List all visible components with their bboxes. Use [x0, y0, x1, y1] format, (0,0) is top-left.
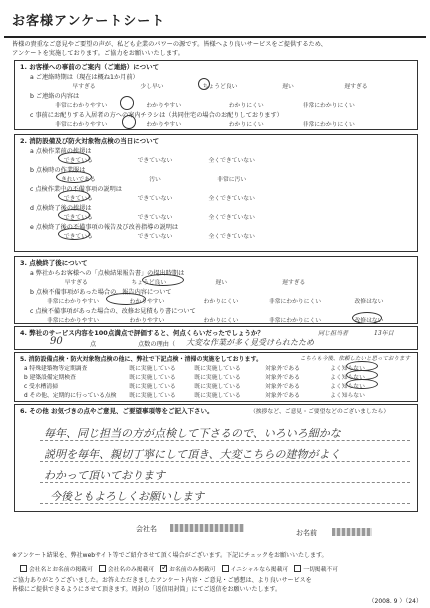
option[interactable]: よく知らない: [330, 384, 365, 390]
checkbox[interactable]: [99, 565, 106, 572]
option[interactable]: 非常にわかりやすい: [55, 103, 108, 109]
score-label: 点: [90, 341, 97, 348]
intro-text: [12, 40, 422, 58]
section-6-title: 6. その他 お気づきの点やご意見、ご要望事項等をご記入下さい。: [20, 407, 214, 415]
s5-row-c-label: c 受水槽清掃: [24, 384, 59, 390]
option[interactable]: 既に実施している: [194, 384, 241, 390]
hand-circle: [58, 152, 90, 164]
hand-circle: [198, 78, 210, 90]
option[interactable]: きれいである: [60, 177, 96, 183]
s3-question-b: b 点検不備事項があった場合の、報告内容について: [30, 289, 172, 296]
option[interactable]: 少し早い: [140, 84, 164, 90]
thanks-line-1: ご協力ありがとうございました。お答えただきましたアンケート内容・ご意見・ご感想は、より良いサービスを: [12, 577, 312, 584]
option[interactable]: できている: [63, 196, 93, 202]
page-title: お客様アンケートシート: [12, 14, 166, 29]
option[interactable]: 対象外である: [265, 366, 300, 372]
s1-question-b: b ご連絡の内容は: [30, 93, 80, 100]
header: [4, 4, 426, 38]
check-label: お名前のみ掲載可: [169, 567, 216, 573]
option[interactable]: わかりやすい: [129, 318, 165, 324]
s3-question-a: a 弊社からお客様への「点検結果報告書」の提出時期は: [30, 270, 185, 277]
company-label: 会社名: [136, 525, 157, 533]
check-label: 会社名のみ掲載可: [107, 567, 155, 573]
option[interactable]: 既に実施している: [194, 375, 241, 381]
s2-question-e: e 点検終了後の不備事項の報告及び改善指導の説明は: [30, 224, 179, 231]
option[interactable]: 対象外である: [265, 384, 300, 390]
check-option-3[interactable]: [160, 564, 215, 573]
s1-question-c: c 事前にお配りする入居者の方への案内チラシは（共同住宅の場合のお配りしております）: [30, 112, 283, 119]
checkbox[interactable]: [20, 565, 27, 572]
s5-row-a-options: [120, 363, 380, 372]
option[interactable]: 遅すぎる: [282, 280, 306, 286]
publish-note: ※アンケート結果を、弊社webサイト等でご紹介させて頂く場合がございます。下記にチェックをお願いいたします。: [12, 552, 328, 559]
checkbox-checked[interactable]: ✓: [161, 563, 168, 572]
s1-b-options: [40, 100, 370, 109]
option[interactable]: 非常にわかりにくい: [302, 122, 355, 128]
option[interactable]: よく知らない: [330, 366, 365, 372]
option[interactable]: できている: [63, 234, 93, 240]
comment-line-2: 説明を毎年、親切丁寧にして頂き、大変こちらの建物がよく: [44, 448, 341, 461]
checkbox[interactable]: [294, 565, 301, 572]
s5-row-b-options: [120, 372, 380, 381]
option[interactable]: できていない: [137, 234, 173, 240]
option[interactable]: 遅い: [282, 84, 294, 90]
option[interactable]: 非常にわかりやすい: [46, 318, 100, 324]
option[interactable]: 改修はない: [354, 299, 384, 305]
s1-c-options: [40, 119, 370, 128]
section-5-title: 5. 消防設備点検・防火対象物点検の他に、弊社で下記点検・清掃の実施をしております。: [20, 356, 263, 363]
hand-circle: [120, 96, 134, 110]
option[interactable]: 全くできていない: [208, 215, 255, 221]
option[interactable]: ちょうど良い: [131, 280, 167, 286]
s2-question-c: c 点検作業中の不備事項の説明は: [30, 186, 122, 193]
option[interactable]: 対象外である: [265, 375, 300, 381]
person-name-redacted: [332, 528, 372, 536]
s3-question-c: c 点検不備事項があった場合の、改修お見積もり書について: [30, 308, 196, 315]
option[interactable]: 既に実施している: [194, 393, 241, 399]
hand-circle: [106, 293, 146, 305]
section-6-title-right: （挨拶など、ご意見・ご要望などのございましたら）: [250, 409, 390, 415]
option[interactable]: わかりにくい: [203, 299, 239, 305]
option[interactable]: 非常にわかりにくい: [268, 318, 322, 324]
option[interactable]: 全くできていない: [208, 196, 255, 202]
hand-circle: [142, 274, 184, 286]
hand-circle: [58, 209, 90, 221]
option[interactable]: 早すぎる: [64, 280, 88, 286]
s1-a-options: [50, 81, 390, 90]
option[interactable]: 既に実施している: [129, 375, 176, 381]
s5-row-a-label: a 特殊建築物等定期調査: [24, 366, 88, 372]
hand-circle: [346, 379, 378, 389]
section-4-title: 4. 弊社のサービス内容を100点満点で評価すると、何点くらいだったでしょうか？: [20, 329, 264, 337]
check-option-4[interactable]: [222, 564, 289, 573]
check-label: イニシャルなら掲載可: [230, 567, 289, 573]
s2-question-a: a 点検作業前の挨拶は: [30, 148, 92, 155]
hand-circle: [352, 312, 382, 324]
option[interactable]: 非常にわかりにくい: [302, 103, 355, 109]
option[interactable]: 非常にわかりやすい: [46, 299, 100, 305]
option[interactable]: できていない: [137, 158, 173, 164]
check-label: 会社名とお名前の掲載可: [29, 567, 93, 573]
s5-row-d-options: [120, 390, 380, 399]
option[interactable]: ちょうど良い: [202, 84, 238, 90]
option[interactable]: わかりにくい: [203, 318, 239, 324]
option[interactable]: 対象外である: [265, 393, 300, 399]
comment-line-4: 今後ともよろしくお願いします: [50, 490, 204, 503]
side-note: 同じ担当者: [318, 330, 349, 337]
intro-line-1: 皆様の貴重なご意見やご要望の声が、私ども企業のパワーの源です。皆様へより良いサービスをご提供するため、: [12, 41, 327, 48]
option[interactable]: わかりやすい: [129, 299, 165, 305]
s2-question-b: b 点検時の作業服は: [30, 167, 86, 174]
option[interactable]: わかりにくい: [228, 122, 264, 128]
reason-label: 点数の理由（: [138, 341, 176, 348]
score-value: 90: [50, 336, 63, 347]
option[interactable]: できている: [63, 215, 93, 221]
comment-line-1: 毎年、同じ担当の方が点検して下さるので、いろいろ細かな: [44, 427, 341, 440]
s5-row-c-options: [120, 381, 380, 390]
s5-hand-note: こちらも今後、依頼したいと思っております: [300, 356, 411, 362]
hand-circle: [122, 115, 136, 129]
side-note-2: 13年目: [374, 330, 394, 337]
section-2-title: 2. 消防設備及び防火対象物点検の当日について: [20, 137, 160, 145]
reason-text: 大変な作業が多く見受けられたため: [186, 338, 314, 347]
option[interactable]: 既に実施している: [129, 393, 176, 399]
option[interactable]: よく知らない: [330, 375, 365, 381]
s5-row-d-label: d その他、定期的に行っている点検: [24, 393, 117, 399]
thanks-note: [12, 576, 422, 594]
option[interactable]: 汚い: [149, 177, 161, 183]
intro-line-2: アンケートを実施しております。ご協力をお願いいたします。: [12, 50, 184, 57]
option[interactable]: 既に実施している: [129, 366, 176, 372]
s3-b-options: [36, 296, 406, 305]
hand-circle: [58, 228, 90, 240]
option[interactable]: 遅すぎる: [344, 84, 368, 90]
s5-row-b-label: b 建築設備定期検査: [24, 375, 76, 381]
option[interactable]: 全くできていない: [208, 158, 255, 164]
check-label: 一切掲載不可: [303, 567, 338, 573]
option[interactable]: 非常にわかりやすい: [55, 122, 108, 128]
comment-line-3: わかって頂いております: [44, 469, 165, 482]
hand-circle: [58, 190, 90, 202]
option[interactable]: わかりやすい: [146, 122, 182, 128]
section-3-title: 3. 点検終了後について: [20, 259, 88, 267]
option[interactable]: 遅い: [215, 280, 228, 286]
option[interactable]: できていない: [137, 196, 173, 202]
thanks-line-2: 皆様にご提供できるようにさせて頂きます。周封の「返信用封筒」にてご返信をお願いいたします。: [12, 586, 282, 593]
date-stamp: （2008. 9 ）（24）: [368, 598, 422, 605]
option[interactable]: 早すぎる: [72, 84, 96, 90]
s2-question-d: d 点検終了後の挨拶は: [30, 205, 92, 212]
check-option-2[interactable]: [99, 564, 154, 573]
option[interactable]: わかりやすい: [146, 103, 182, 109]
option[interactable]: 既に実施している: [129, 384, 176, 390]
s3-c-options: [36, 315, 406, 324]
checkbox[interactable]: [222, 565, 229, 572]
header-rule: [4, 36, 426, 38]
check-option-1[interactable]: [20, 564, 93, 573]
s1-question-a: a ご連絡時期は（現在は概ね1か月前）: [30, 74, 139, 81]
check-option-5[interactable]: [294, 564, 338, 573]
option[interactable]: 既に実施している: [194, 366, 241, 372]
s3-a-options: [40, 277, 330, 286]
company-name-redacted: [170, 524, 244, 532]
option[interactable]: 改修はない: [354, 318, 384, 324]
section-1-title: 1. お客様への事前のご案内（ご連絡）について: [20, 63, 160, 71]
name-label: お名前: [296, 529, 317, 537]
option[interactable]: できている: [63, 158, 93, 164]
option[interactable]: わかりにくい: [228, 103, 264, 109]
option[interactable]: 非常に汚い: [217, 177, 247, 183]
hand-circle: [56, 171, 92, 183]
option[interactable]: 非常にわかりにくい: [268, 299, 322, 305]
publish-options: [20, 564, 420, 573]
option[interactable]: よく知らない: [330, 393, 365, 399]
option[interactable]: できていない: [137, 215, 173, 221]
option[interactable]: 全くできていない: [208, 234, 255, 240]
